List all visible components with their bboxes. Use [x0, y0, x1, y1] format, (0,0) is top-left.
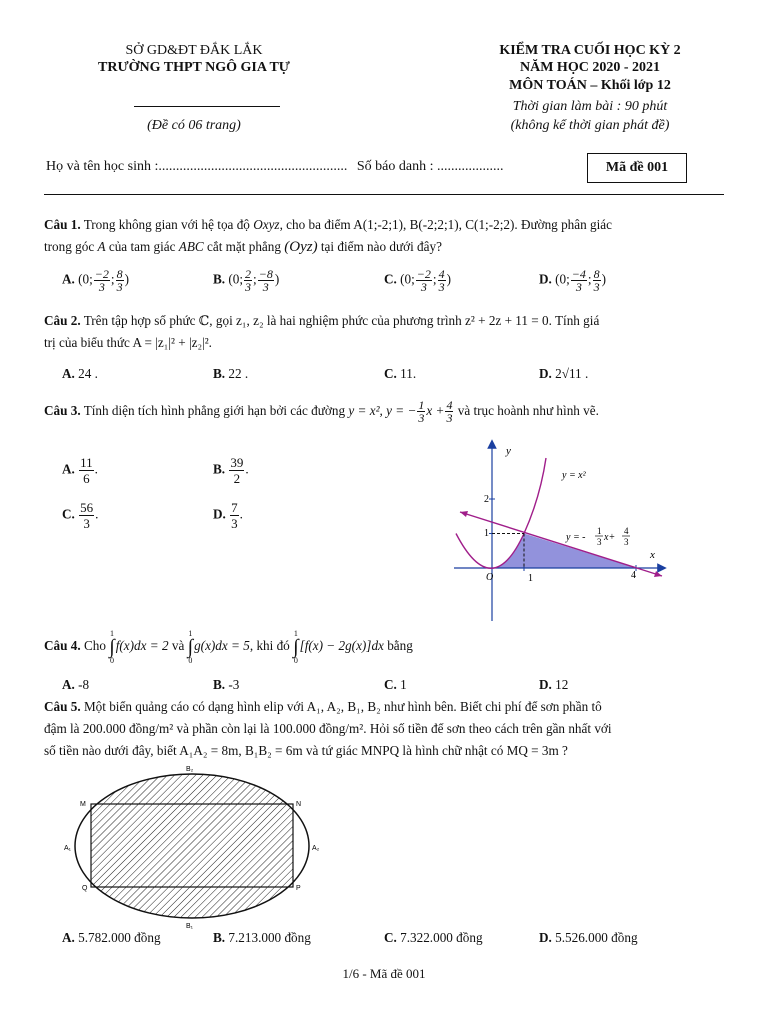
- q1-option-d[interactable]: D. (0; $\frac{-4}{3}$ ; $\frac{8}{3}$ ): [539, 267, 606, 294]
- integral-sign: 1 ∫ 0: [187, 628, 194, 665]
- q3-eq1: y = x²,: [348, 403, 383, 418]
- fraction: $\frac{8}{3}$: [116, 267, 123, 294]
- question-4: Câu 4. Cho 1 ∫ 0 f(x)dx = 2 và 1 ∫ 0 g(x)dx = 5, khi đó 1 ∫ 0 [f(x) − 2g(x)]dx bằng: [44, 628, 413, 665]
- q3-option-a[interactable]: A. $\frac{11}{6}$ .: [62, 455, 98, 486]
- option-letter: C.: [384, 271, 397, 287]
- svg-text:3: 3: [624, 537, 629, 547]
- origin-label: O: [486, 572, 494, 583]
- q1-label: Câu 1.: [44, 217, 81, 232]
- q3-option-b[interactable]: B. $\frac{39}{2}$ .: [213, 455, 249, 486]
- header-right-line3: MÔN TOÁN – Khối lớp 12: [509, 78, 671, 93]
- tick-label-4x: 4: [631, 570, 636, 581]
- q1-triangle: ABC: [178, 239, 204, 254]
- question-1: [44, 214, 724, 258]
- q2-option-c[interactable]: C. 11.: [384, 366, 417, 381]
- header-left-line2: TRƯỜNG THPT NGÔ GIA TỰ: [98, 60, 290, 75]
- question-2: [44, 310, 724, 354]
- q5-option-a[interactable]: A. 5.782.000 đồng: [62, 930, 161, 945]
- label-n: N: [296, 801, 302, 808]
- tick-label-1x: 1: [528, 573, 533, 584]
- fraction: $\frac{4}{3}$: [446, 398, 453, 426]
- fraction: $\frac{-8}{3}$: [258, 267, 273, 294]
- label-a1: A₁: [64, 845, 72, 852]
- q4-option-d[interactable]: D. 12: [539, 677, 569, 692]
- label-a2: A₂: [312, 845, 320, 852]
- svg-text:1: 1: [597, 526, 602, 536]
- fraction: $\frac{-2}{3}$: [416, 267, 431, 294]
- q3-text: Tính diện tích hình phẳng giới hạn bởi các đường: [83, 403, 346, 418]
- option-letter: A.: [62, 271, 75, 287]
- q5-option-d[interactable]: D. 5.526.000 đồng: [539, 930, 638, 945]
- svg-text:3: 3: [597, 537, 602, 547]
- q1-angle-a: A: [97, 239, 106, 254]
- q1-text-c: trong góc: [44, 239, 95, 254]
- q1-text: Trong không gian với hệ tọa độ: [83, 217, 250, 232]
- svg-text:x+: x+: [604, 532, 616, 543]
- tick-label-2y: 2: [484, 494, 489, 505]
- q1-text-e: cắt mặt phẳng: [207, 239, 281, 254]
- q4-option-c[interactable]: C. 1: [384, 677, 407, 692]
- q3-option-d[interactable]: D. $\frac{7}{3}$ .: [213, 500, 243, 531]
- q5-label: Câu 5.: [44, 699, 81, 714]
- q4-label: Câu 4.: [44, 638, 81, 653]
- line-label: y = -: [566, 532, 586, 543]
- q3-graph: [440, 436, 676, 626]
- q4-integral-2: g(x)dx = 5: [194, 638, 250, 653]
- fraction: $\frac{8}{3}$: [593, 267, 600, 294]
- student-name-row: [46, 159, 503, 175]
- svg-text:4: 4: [624, 526, 629, 536]
- header-divider: [44, 194, 724, 195]
- q2-option-d[interactable]: D. 2√11 .: [539, 366, 589, 381]
- header-left-rule: [134, 106, 280, 107]
- q5-ellipse-figure: [60, 762, 330, 932]
- option-pre: (0;: [78, 271, 93, 287]
- q2-line1: Trên tập hợp số phức ℂ, gọi z₁, z₂ là hai nghiệm phức của phương trình z² + 2z + 11 = 0. Tính giá: [83, 313, 600, 328]
- q1-plane: (Oyz): [284, 239, 318, 255]
- q5-line1: Một biển quảng cáo có dạng hình elip với A₁, A₂, B₁, B₂ như hình bên. Biết chi phí để sơn phần tô: [83, 699, 602, 714]
- q1-text-b: , cho ba điểm A(1;-2;1), B(-2;2;1), C(1;-2;2). Đường phân giác: [279, 217, 612, 232]
- y-axis-label: y: [506, 445, 511, 457]
- header-right-line4: Thời gian làm bài : 90 phút: [512, 99, 668, 114]
- q4-option-a[interactable]: A. -8: [62, 677, 90, 692]
- q5-line2: đậm là 200.000 đồng/m² và phần còn lại là 100.000 đồng/m². Hỏi số tiền để sơn theo cách trên gần nhất với: [44, 721, 612, 736]
- q3-option-c[interactable]: C. $\frac{56}{3}$ .: [62, 500, 99, 531]
- student-name-label: Họ và tên học sinh :: [46, 159, 159, 174]
- q2-label: Câu 2.: [44, 313, 81, 328]
- fraction: $\frac{4}{3}$: [438, 267, 445, 294]
- parabola-label: y = x²: [562, 470, 586, 481]
- fraction: $\frac{1}{3}$: [418, 398, 425, 426]
- q2-line2: trị của biểu thức A = |z₁|² + |z₂|².: [44, 335, 212, 350]
- label-m: M: [80, 801, 86, 808]
- x-axis-label: x: [650, 549, 655, 561]
- exam-code-box: Mã đề 001: [587, 153, 687, 183]
- student-id-field[interactable]: ...................: [436, 159, 504, 174]
- q2-option-b[interactable]: B. 22 .: [213, 366, 249, 381]
- label-b1: B₁: [186, 923, 194, 930]
- q3-label: Câu 3.: [44, 403, 81, 418]
- hatched-region: [91, 772, 293, 922]
- q2-option-a[interactable]: A. 24 .: [62, 366, 98, 381]
- option-letter: D.: [539, 271, 552, 287]
- q1-option-a[interactable]: A. (0; $\frac{-2}{3}$ ; $\frac{8}{3}$ ): [62, 267, 129, 294]
- q3-text-b: và trục hoành như hình vẽ.: [457, 403, 599, 418]
- label-p: P: [296, 885, 301, 892]
- integral-sign: 1 ∫ 0: [109, 628, 115, 665]
- student-id-label: Số báo danh :: [356, 159, 434, 174]
- q5-line3: số tiền nào dưới đây, biết A₁A₂ = 8m, B₁B₂ = 6m và tứ giác MNPQ là hình chữ nhật có MQ = 3m ?: [44, 743, 568, 758]
- q5-option-c[interactable]: C. 7.322.000 đồng: [384, 930, 483, 945]
- fraction: $\frac{-4}{3}$: [571, 267, 586, 294]
- question-5: [44, 696, 724, 762]
- q1-text-f: tại điểm nào dưới đây?: [320, 239, 442, 254]
- label-q: Q: [82, 885, 88, 892]
- option-letter: B.: [213, 271, 226, 287]
- student-name-field[interactable]: ......................................................: [158, 159, 348, 174]
- header-right-line1: KIỂM TRA CUỐI HỌC KỲ 2: [499, 43, 681, 58]
- header-right-line5: (không kể thời gian phát đề): [510, 118, 670, 133]
- q3-eq2: y = −: [386, 403, 417, 418]
- question-3: Câu 3. Tính diện tích hình phẳng giới hạn bởi các đường y = x², y = − $\frac{1}{3}$ x + $\frac{4}{3}$ và trục hoành như hình vẽ.: [44, 398, 599, 426]
- q1-option-c[interactable]: C. (0; $\frac{-2}{3}$ ; $\frac{4}{3}$ ): [384, 267, 451, 294]
- fraction: $\frac{2}{3}$: [245, 267, 252, 294]
- label-b2: B₂: [186, 766, 194, 773]
- q5-option-b[interactable]: B. 7.213.000 đồng: [213, 930, 311, 945]
- tick-label-1y: 1: [484, 528, 489, 539]
- q4-integral-1: f(x)dx = 2: [115, 638, 169, 653]
- integral-sign: 1 ∫ 0: [293, 628, 299, 665]
- q4-option-b[interactable]: B. -3: [213, 677, 240, 692]
- q1-option-b[interactable]: B. (0; $\frac{2}{3}$ ; $\frac{-8}{3}$ ): [213, 267, 280, 294]
- q1-text-d: của tam giác: [108, 239, 176, 254]
- fraction: $\frac{-2}{3}$: [94, 267, 109, 294]
- page-footer: 1/6 - Mã đề 001: [342, 966, 426, 981]
- header-pages: (Đề có 06 trang): [147, 118, 241, 133]
- header-left-line1: SỞ GD&ĐT ĐẮK LẮK: [125, 43, 263, 58]
- q1-oxyz: Oxyz: [253, 217, 280, 232]
- header-right-line2: NĂM HỌC 2020 - 2021: [520, 60, 660, 75]
- q4-integral-3: [f(x) − 2g(x)]dx: [299, 638, 384, 653]
